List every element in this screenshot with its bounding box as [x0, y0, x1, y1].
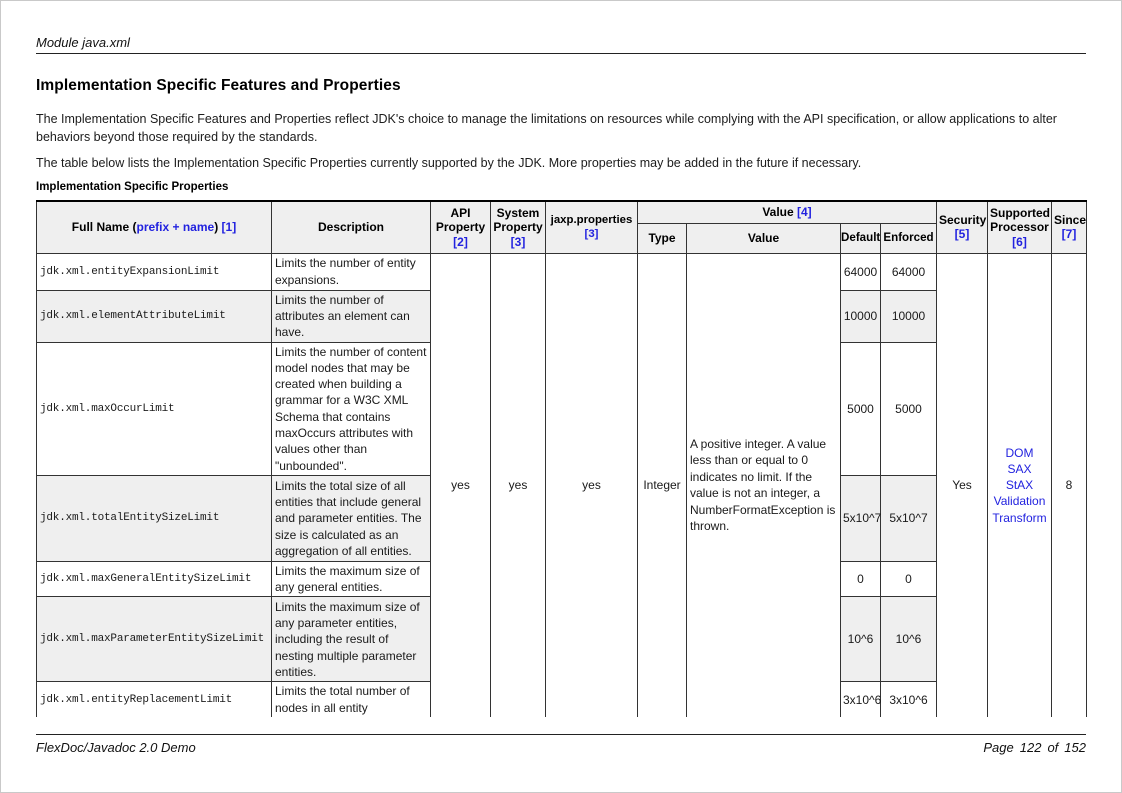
- default-value: 10^6: [841, 597, 881, 682]
- default-value: 5x10^7: [841, 475, 881, 561]
- enforced-value: 0: [881, 561, 937, 597]
- running-header-module: [36, 35, 1086, 54]
- sax-link[interactable]: SAX: [1007, 461, 1032, 476]
- page-number: 122: [1019, 740, 1042, 755]
- value-description: A positive integer. A value less than or equal to 0 indicates no limit. If the value is not an integer, a NumberFormatException is thrown.: [687, 253, 841, 717]
- property-name: jdk.xml.entityReplacementLimit: [37, 682, 272, 717]
- header-default: Default: [841, 223, 881, 253]
- header-value-group: Value [4]: [638, 201, 937, 223]
- system-property-value: yes: [491, 253, 546, 717]
- enforced-value: 10000: [881, 290, 937, 342]
- default-value: 3x10^6: [841, 682, 881, 717]
- header-type: Type: [638, 223, 687, 253]
- footnote-1-link[interactable]: [1]: [221, 220, 237, 234]
- property-description: Limits the total size of all entities that include general and parameter entities. The size is calculated as an aggregation of all entities.: [272, 475, 431, 561]
- enforced-value: 64000: [881, 253, 937, 290]
- footnote-5-link[interactable]: [5]: [954, 227, 970, 242]
- default-value: 64000: [841, 253, 881, 290]
- jaxp-properties-value: yes: [546, 253, 638, 717]
- enforced-value: 5x10^7: [881, 475, 937, 561]
- property-description: Limits the maximum size of any general entities.: [272, 561, 431, 597]
- footnote-3-link[interactable]: [3]: [510, 234, 526, 249]
- page-total: 152: [1064, 740, 1086, 755]
- table-intro-paragraph: The table below lists the Implementation Specific Properties currently supported by the JDK. More properties may be added in the future if necessary.: [36, 156, 862, 170]
- property-description: Limits the number of attributes an element can have.: [272, 290, 431, 342]
- intro-paragraph: The Implementation Specific Features and Properties reflect JDK's choice to manage the limitations on resources while complying with the API specification, or allow applications to alter behaviors beyond those required by the standards.: [36, 112, 1057, 144]
- of-label: of: [1047, 740, 1059, 755]
- page-footer: [36, 734, 1086, 755]
- property-name: jdk.xml.maxParameterEntitySizeLimit: [37, 597, 272, 682]
- header-enforced: Enforced: [881, 223, 937, 253]
- footnote-3b-link[interactable]: [3]: [584, 228, 599, 241]
- prefix-name-link[interactable]: prefix + name: [136, 220, 215, 234]
- property-name: jdk.xml.entityExpansionLimit: [37, 253, 272, 290]
- property-description: Limits the number of content model nodes that may be created when building a grammar for a W3C XML Schema that contains maxOccurs attributes with values other than "unbounded".: [272, 342, 431, 475]
- header-supported-processor: Supported Processor [6]: [988, 201, 1052, 253]
- footnote-6-link[interactable]: [6]: [1012, 234, 1027, 249]
- footnote-4-link[interactable]: [4]: [797, 205, 812, 219]
- enforced-value: 10^6: [881, 597, 937, 682]
- property-description: Limits the maximum size of any parameter entities, including the result of nesting multiple parameter entities.: [272, 597, 431, 682]
- module-title: Module java.xml: [36, 35, 130, 50]
- header-full-name: Full Name (prefix + name) [1]: [37, 201, 272, 253]
- page-title: Implementation Specific Features and Properties: [36, 77, 401, 94]
- footnote-7-link[interactable]: [7]: [1061, 227, 1077, 242]
- property-name: jdk.xml.maxOccurLimit: [37, 342, 272, 475]
- table-row: [37, 253, 1087, 290]
- default-value: 10000: [841, 290, 881, 342]
- header-jaxp-properties: jaxp.properties [3]: [546, 201, 638, 253]
- enforced-value: 3x10^6: [881, 682, 937, 717]
- property-name: jdk.xml.totalEntitySizeLimit: [37, 475, 272, 561]
- implementation-properties-table: [36, 200, 1087, 717]
- dom-link[interactable]: DOM: [1005, 445, 1034, 460]
- stax-link[interactable]: StAX: [1005, 478, 1034, 493]
- supported-processors: [988, 253, 1052, 717]
- header-value: Value: [687, 223, 841, 253]
- header-description: Description: [272, 201, 431, 253]
- api-property-value: yes: [431, 253, 491, 717]
- footer-doc-name: FlexDoc/Javadoc 2.0 Demo: [36, 740, 196, 755]
- property-name: jdk.xml.elementAttributeLimit: [37, 290, 272, 342]
- footer-page-indicator: [977, 740, 1086, 755]
- header-api-property: API Property [2]: [431, 201, 491, 253]
- header-since: Since [7]: [1052, 201, 1087, 253]
- header-system-property: System Property [3]: [491, 201, 546, 253]
- type-value: Integer: [638, 253, 687, 717]
- property-name: jdk.xml.maxGeneralEntitySizeLimit: [37, 561, 272, 597]
- footnote-2-link[interactable]: [2]: [453, 234, 468, 249]
- validation-link[interactable]: Validation: [993, 494, 1046, 509]
- transform-link[interactable]: Transform: [992, 510, 1047, 525]
- page-label: Page: [983, 740, 1014, 755]
- property-description: Limits the number of entity expansions.: [272, 253, 431, 290]
- property-description: Limits the total number of nodes in all entity: [272, 682, 431, 717]
- table-caption: Implementation Specific Properties: [36, 181, 229, 193]
- security-value: Yes: [937, 253, 988, 717]
- enforced-value: 5000: [881, 342, 937, 475]
- header-security: Security [5]: [937, 201, 988, 253]
- since-value: 8: [1052, 253, 1087, 717]
- default-value: 0: [841, 561, 881, 597]
- default-value: 5000: [841, 342, 881, 475]
